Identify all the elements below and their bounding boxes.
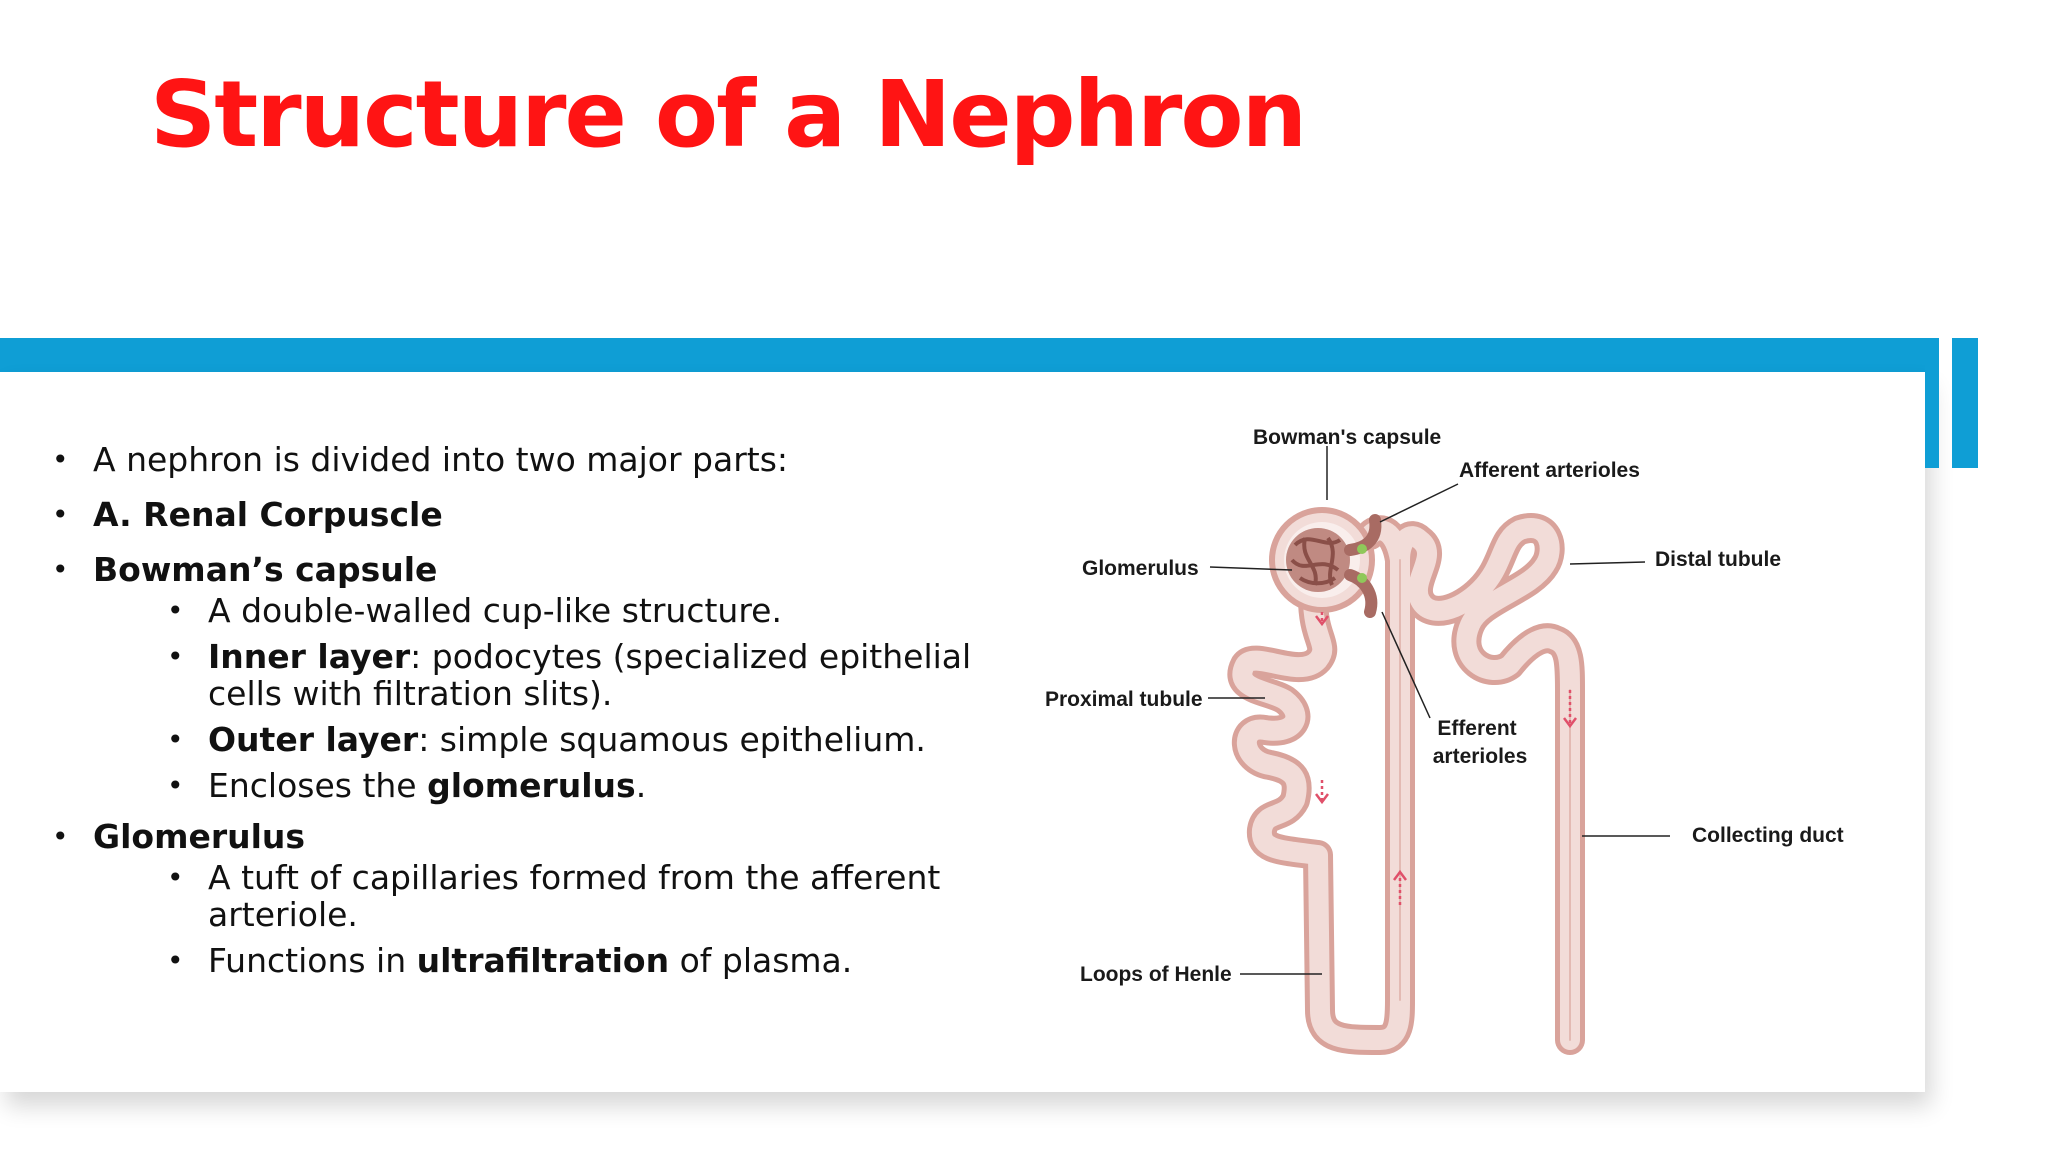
label-glomerulus: Glomerulus <box>1082 557 1199 580</box>
bullet-heading: Bowman’s capsule <box>93 550 438 589</box>
slide-title: Structure of a Nephron <box>150 61 1306 168</box>
bullet-text: of plasma. <box>669 941 853 980</box>
bullet-bold-text: Inner layer <box>208 637 411 676</box>
bullet-text: Functions in <box>208 941 417 980</box>
bullet-glomerulus <box>52 817 1012 979</box>
sub-bullet <box>93 721 1012 758</box>
sub-bullet <box>93 767 1012 804</box>
bullet-bold-text: ultrafiltration <box>416 941 670 980</box>
glomerulus-shape <box>1286 528 1350 592</box>
label-loops-of-henle: Loops of Henle <box>1080 963 1232 986</box>
sub-bullet <box>93 859 1012 933</box>
accent-bar <box>0 338 1938 372</box>
bullet-text: A double-walled cup-like structure. <box>208 591 782 630</box>
bullet-list-container <box>52 440 1012 992</box>
bullet-bold-text: glomerulus <box>427 766 636 805</box>
label-proximal-tubule: Proximal tubule <box>1045 688 1203 711</box>
label-efferent-arterioles: Efferent <box>1437 717 1517 740</box>
bullet-bold-text: Outer layer <box>208 720 419 759</box>
bullet-text: : simple squamous epithelium. <box>418 720 926 759</box>
tubule-lumen <box>1242 528 1570 1040</box>
bullet-text: : podocytes (specialized epithelial cells with filtration slits). <box>208 637 972 713</box>
bullet-renal-corpuscle <box>52 495 1012 535</box>
accent-vertical-bar <box>1952 338 1978 468</box>
sub-bullet <box>93 592 1012 629</box>
bullet-intro <box>52 440 1012 480</box>
accent-vertical-bar <box>1925 338 1939 468</box>
bullet-text: A. Renal Corpuscle <box>93 495 443 534</box>
bullet-list <box>52 440 1012 979</box>
bullet-bowmans-capsule <box>52 550 1012 804</box>
sub-bullet <box>93 638 1012 712</box>
sub-bullet <box>93 942 1012 979</box>
bullet-text: Encloses the <box>208 766 428 805</box>
bullet-text: . <box>635 766 647 805</box>
label-afferent-arterioles: Afferent arterioles <box>1459 459 1640 482</box>
label-bowmans-capsule: Bowman's capsule <box>1253 426 1442 449</box>
sub-bullet-list <box>93 859 1012 979</box>
label-distal-tubule: Distal tubule <box>1655 548 1782 571</box>
nephron-diagram <box>1020 400 1890 1060</box>
label-efferent-arterioles: arterioles <box>1432 745 1528 768</box>
bullet-text: A nephron is divided into two major parts: <box>93 440 789 479</box>
sub-bullet-list <box>93 592 1012 804</box>
bullet-heading: Glomerulus <box>93 817 306 856</box>
label-collecting-duct: Collecting duct <box>1692 824 1844 847</box>
bullet-text: A tuft of capillaries formed from the afferent arteriole. <box>208 858 941 934</box>
